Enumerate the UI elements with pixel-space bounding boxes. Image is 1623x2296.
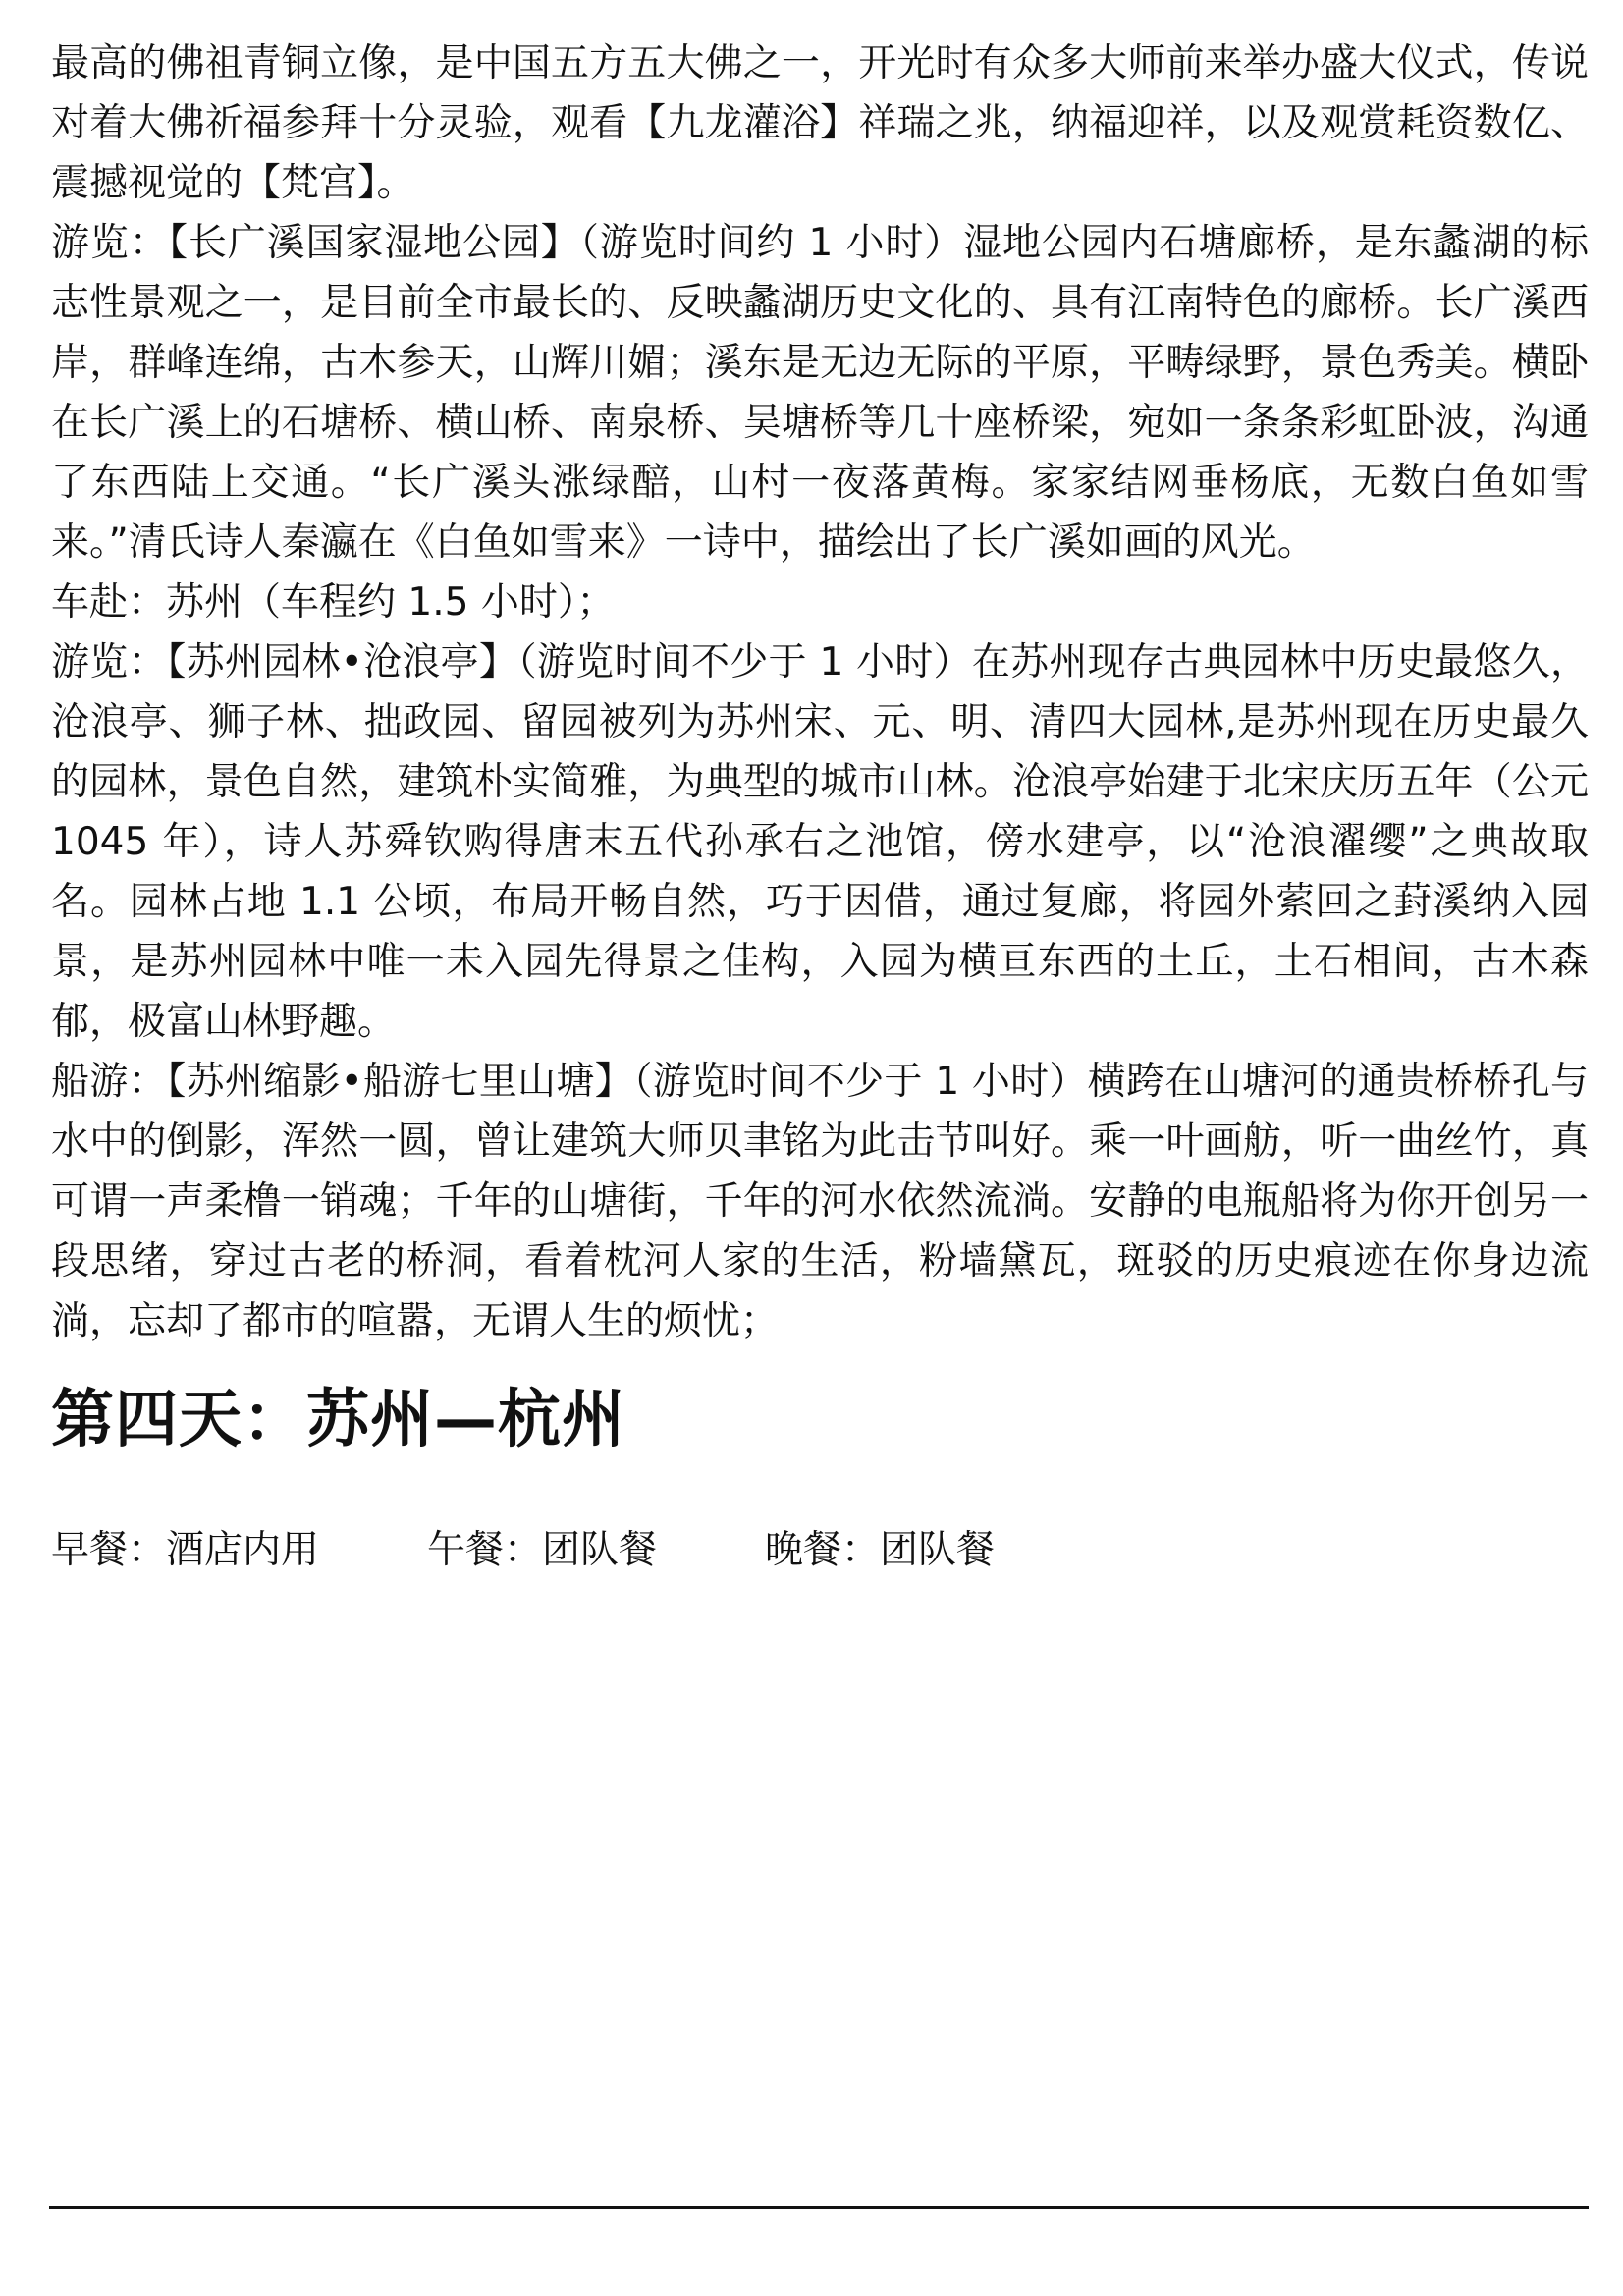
- lunch-label: 午餐：团队餐: [427, 1528, 658, 1572]
- paragraph-drive-to-suzhou: 车赴：苏州（车程约 1.5 小时）；: [51, 580, 616, 625]
- dinner-label: 晚餐：团队餐: [765, 1528, 996, 1572]
- paragraph-shantang-boat-tour: 船游：【苏州缩影•船游七里山塘】（游览时间不少于 1 小时）横跨在山塘河的通贵桥桥孔与水中的倒影，浑然一圆，曾让建筑大师贝聿铭为此击节叫好。乘一叶画舫，听一曲丝竹，真可谓一声柔橹一销魂；千年的山塘街，千年的河水依然流淌。安静的电瓶船将为你开创另一段思绪，穿过古老的桥洞，看着枕河人家的生活，粉墙黛瓦，斑驳的历史痕迹在你身边流淌，忘却了都市的喧嚣，无谓人生的烦忧；: [51, 1060, 1589, 1343]
- paragraph-canglang-pavilion: 游览：【苏州园林•沧浪亭】（游览时间不少于 1 小时）在苏州现存古典园林中历史最悠久，沧浪亭、狮子林、拙政园、留园被列为苏州宋、元、明、清四大园林,是苏州现在历史最久的园林，景色自然，建筑朴实简雅，为典型的城市山林。沧浪亭始建于北宋庆历五年（公元 1045 年），诗人苏舜钦购得唐末五代孙承右之池馆，傍水建亭，以“沧浪濯缨”之典故取名。园林占地 1.1 公顷，布局开畅自然，巧于因借，通过复廊，将园外萦回之葑溪纳入园景，是苏州园林中唯一未入园先得景之佳构，入园为横亘东西的土丘，土石相间，古木森郁，极富山林野趣。: [51, 640, 1589, 1044]
- document-page: [51, 33, 1589, 1580]
- day-four-heading: 第四天：苏州—杭州: [51, 1384, 625, 1456]
- breakfast-label: 早餐：酒店内用: [51, 1528, 320, 1572]
- bottom-divider: [49, 2206, 1589, 2209]
- paragraph-lingshan-intro: 最高的佛祖青铜立像，是中国五方五大佛之一，开光时有众多大师前来举办盛大仪式，传说对着大佛祈福参拜十分灵验，观看【九龙灌浴】祥瑞之兆，纳福迎祥，以及观赏耗资数亿、震撼视觉的【梵宫】。: [51, 41, 1589, 205]
- paragraph-changguangxi-wetland: 游览：【长广溪国家湿地公园】（游览时间约 1 小时）湿地公园内石塘廊桥，是东蠡湖的标志性景观之一，是目前全市最长的、反映蠡湖历史文化的、具有江南特色的廊桥。长广溪西岸，群峰连绵，古木参天，山辉川媚；溪东是无边无际的平原，平畴绿野，景色秀美。横卧在长广溪上的石塘桥、横山桥、南泉桥、吴塘桥等几十座桥梁，宛如一条条彩虹卧波，沟通了东西陆上交通。“长广溪头涨绿醅，山村一夜落黄梅。家家结网垂杨底，无数白鱼如雪来。”清氏诗人秦瀛在《白鱼如雪来》一诗中，描绘出了长广溪如画的风光。: [51, 221, 1589, 565]
- meals-row: [51, 1520, 1589, 1580]
